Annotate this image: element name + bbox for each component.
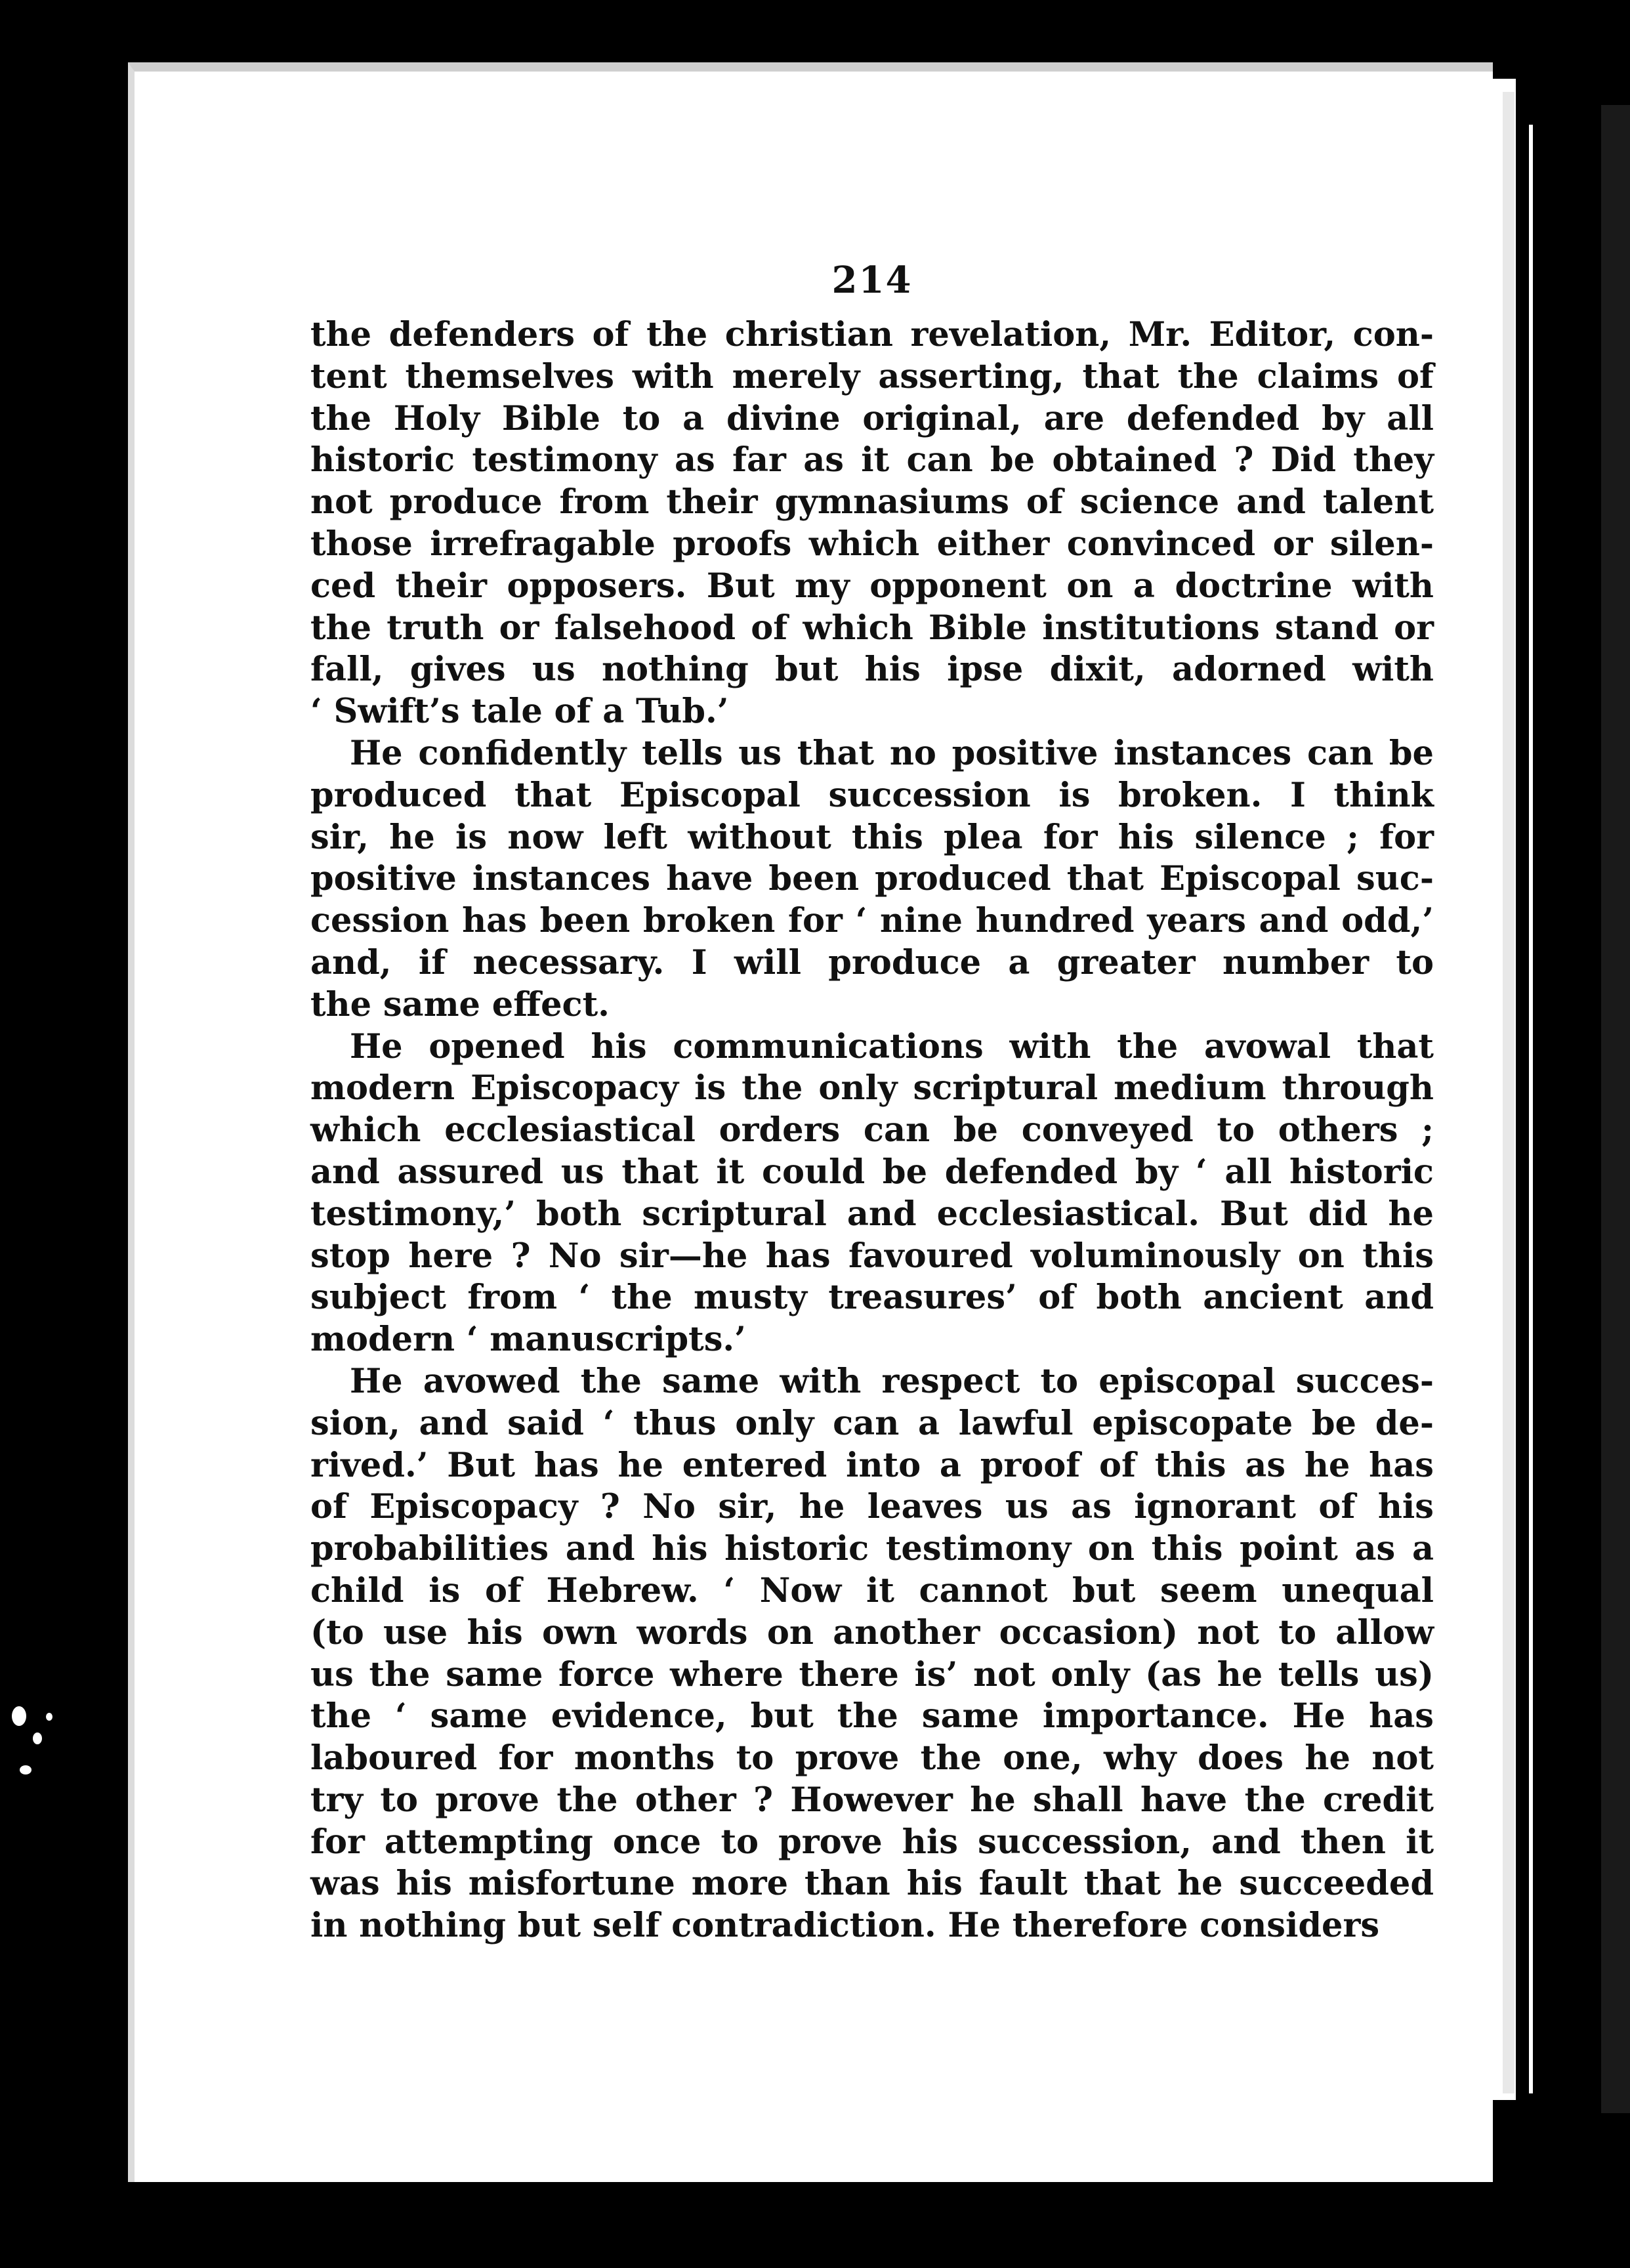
- text-line: He confidently tells us that no positive instances can be: [350, 733, 1434, 773]
- text-line: for attempting once to prove his succession, and then it: [310, 1822, 1434, 1862]
- text-line: modern Episcopacy is the only scriptural medium through: [310, 1068, 1434, 1108]
- text-line: and assured us that it could be defended by ‘ all historic: [310, 1152, 1434, 1192]
- body-text: [310, 314, 1434, 1947]
- scan-speck: [12, 1706, 26, 1726]
- text-line: the defenders of the christian revelation, Mr. Editor, con-: [310, 315, 1434, 354]
- text-line: ‘ Swift’s tale of a Tub.’: [310, 692, 729, 732]
- text-line: historic testimony as far as it can be obtained ? Did they: [310, 440, 1434, 480]
- text-line: of Episcopacy ? No sir, he leaves us as ignorant of his: [310, 1487, 1434, 1527]
- page-number: 214: [831, 259, 913, 302]
- text-line: He avowed the same with respect to episcopal succes-: [350, 1361, 1434, 1401]
- text-line: in nothing but self contradiction. He therefore considers: [310, 1906, 1380, 1946]
- text-line: laboured for months to prove the one, why does he not: [310, 1738, 1434, 1778]
- text-line: try to prove the other ? However he shall have the credit: [310, 1780, 1434, 1820]
- text-line: He opened his communications with the avowal that: [350, 1026, 1434, 1066]
- stacked-leaves: [1529, 125, 1605, 2093]
- scan-speck: [20, 1765, 31, 1774]
- text-line: rived.’ But has he entered into a proof of this as he has: [310, 1445, 1434, 1485]
- text-line: us the same force where there is’ not only (as he tells us): [310, 1654, 1434, 1694]
- text-line: the truth or falsehood of which Bible institutions stand or: [310, 608, 1434, 648]
- scan-speck: [46, 1713, 52, 1721]
- text-line: sion, and said ‘ thus only can a lawful episcopate be de-: [310, 1403, 1434, 1443]
- text-line: modern ‘ manuscripts.’: [310, 1320, 746, 1360]
- text-line: ced their opposers. But my opponent on a doctrine with: [310, 566, 1434, 606]
- stacked-leaves-outer: [1601, 105, 1630, 2113]
- text-line: and, if necessary. I will produce a greater number to: [310, 942, 1434, 982]
- paragraph: [310, 1361, 1434, 1947]
- text-line: testimony,’ both scriptural and ecclesiastical. But did he: [310, 1194, 1434, 1234]
- text-line: fall, gives us nothing but his ipse dixit, adorned with: [310, 650, 1434, 690]
- book-page: [128, 62, 1493, 2182]
- text-line: probabilities and his historic testimony on this point as a: [310, 1529, 1434, 1569]
- text-line: (to use his own words on another occasion) not to allow: [310, 1612, 1434, 1652]
- text-line: the ‘ same evidence, but the same importance. He has: [310, 1696, 1434, 1736]
- text-line: those irrefragable proofs which either convinced or silen-: [310, 524, 1434, 564]
- text-line: not produce from their gymnasiums of science and talent: [310, 482, 1434, 522]
- text-line: tent themselves with merely asserting, that the claims of: [310, 356, 1434, 396]
- text-line: the same effect.: [310, 984, 610, 1024]
- page-text-block: [310, 259, 1434, 1947]
- paragraph: [310, 314, 1434, 733]
- text-line: positive instances have been produced that Episcopal suc-: [310, 859, 1434, 899]
- text-line: subject from ‘ the musty treasures’ of both ancient and: [310, 1278, 1434, 1318]
- text-line: produced that Episcopal succession is broken. I think: [310, 775, 1434, 815]
- paragraph: [310, 1026, 1434, 1361]
- paragraph: [310, 733, 1434, 1026]
- text-line: sir, he is now left without this plea for his silence ; for: [310, 817, 1434, 857]
- scan-speck: [33, 1732, 42, 1744]
- text-line: child is of Hebrew. ‘ Now it cannot but seem unequal: [310, 1570, 1434, 1610]
- text-line: cession has been broken for ‘ nine hundred years and odd,’: [310, 901, 1434, 941]
- text-line: stop here ? No sir—he has favoured voluminously on this: [310, 1236, 1434, 1276]
- text-line: was his misfortune more than his fault that he succeeded: [310, 1864, 1434, 1904]
- text-line: the Holy Bible to a divine original, are defended by all: [310, 398, 1434, 438]
- page-fore-edge-shadow: [1503, 92, 1515, 2093]
- text-line: which ecclesiastical orders can be conveyed to others ;: [310, 1110, 1434, 1150]
